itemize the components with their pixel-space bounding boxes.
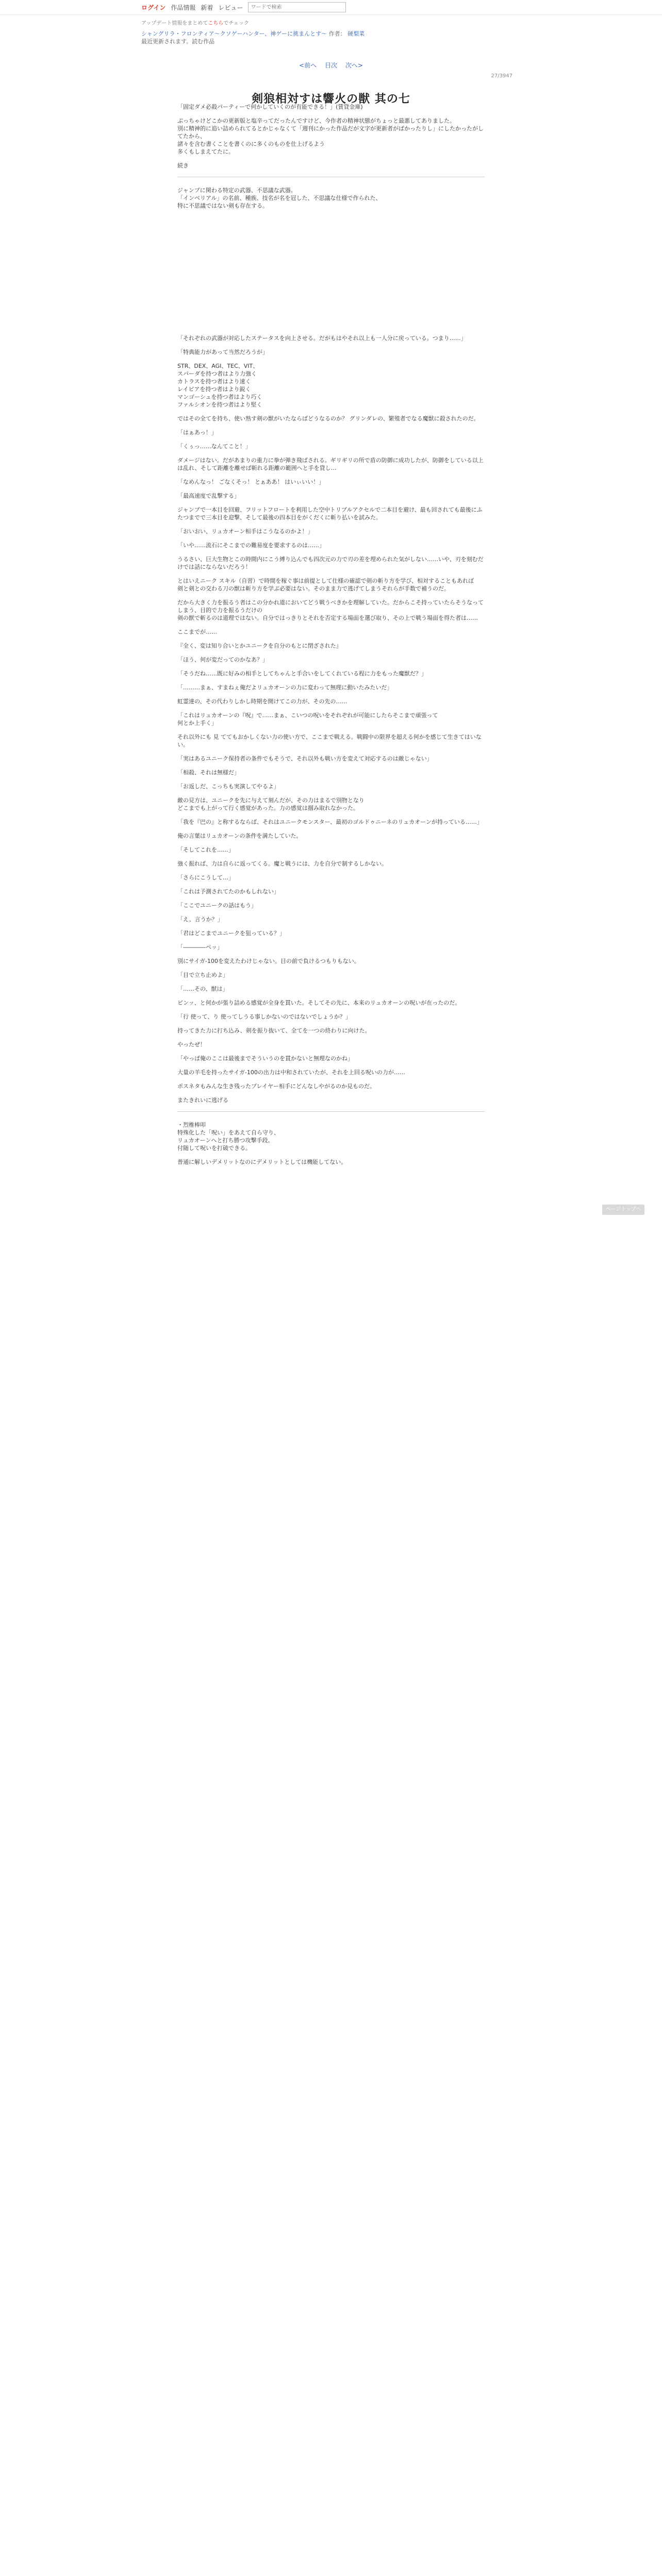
paragraph: ・烈椎棒叩 特殊化した「呪い」をあえて自ら守り、 リュカオーンへと打ち勝つ攻撃手段。 付随して呪いを打破できる。 <box>177 1122 279 1151</box>
search-input[interactable] <box>248 2 346 12</box>
paragraph: うるさい、巨大生物とこの時間内にこう縛り込んでも四次元の力で刃の差を埋められた気がしない……いや、刃を刻むだけでは話にならないだろう！ <box>177 556 484 570</box>
paragraph: ピンッ、と何かが張り詰める感覚が全身を貫いた。そしてその先に、本来のリュカオーンの呪いが在ったのだ。 <box>177 999 461 1006</box>
main-section <box>177 334 485 1104</box>
notice-suffix: でチェック <box>223 21 249 26</box>
update-notice <box>141 19 249 26</box>
paragraph: 「それぞれの武器が対応したステータスを向上させる。だがもはやそれ以上も一人分に戻っている。つまり……」 <box>177 335 467 342</box>
paragraph: 「はぁあっ！」 <box>177 429 217 436</box>
paragraph: 「これは予測されてたのかもしれない」 <box>177 888 279 895</box>
next-link[interactable]: 次へ> <box>345 62 363 69</box>
paragraph: 俺の言葉はリュカオーンの条件を満たしていた。 <box>177 833 302 839</box>
notice-prefix: アップデート情報をまとめて <box>141 21 208 26</box>
page-top-button[interactable]: ページトップへ <box>602 1205 644 1215</box>
paragraph: 敵の見方は、ユニークを先に与えて刻んだが、その力はまるで別物となり どこまでも上がって行く感覚があった。力の感覚は掴み取れなかった。 <box>177 797 365 811</box>
paragraph: 「そうだね……既に好みの相手としてちゃんと手合いをしてくれている程に力をもった魔獣だ？」 <box>177 670 427 677</box>
paragraph: 「固定ダメ必殺パーティーで何かしていくのが有能できる！」(賃貸金庫) <box>177 104 363 110</box>
works-link[interactable]: 作品情報 <box>171 4 196 11</box>
paragraph: 大量の羊毛を持ったサイガ-100の出力は中和されていたが、それを上回る呪いの力が…… <box>177 1069 405 1076</box>
preface-section <box>177 103 485 170</box>
ranking-link[interactable]: 新着 <box>201 4 213 11</box>
series-title-link[interactable]: シャングリラ・フロンティア〜クソゲーハンター、神ゲーに挑まんとす〜 <box>141 30 327 37</box>
paragraph: 「……その、獣は」 <box>177 986 228 992</box>
paragraph: 「やっぱ俺のここは最後までそういうのを貫かないと無理なのかね」 <box>177 1055 353 1062</box>
paragraph: 持ってきた力に打ち込み、剣を振り抜いて、全てを一つの終わりに向けた。 <box>177 1027 371 1034</box>
intro-section <box>177 187 485 210</box>
paragraph: 「我を『巴の』と称するならば、それはユニークモンスター、最初のゴルドゥニーネのリュカオーンが持っている……」 <box>177 819 483 825</box>
paragraph: 「いや……流石にそこまでの難易度を要求するのは……」 <box>177 542 325 549</box>
paragraph: 「そしてこれを……」 <box>177 846 234 853</box>
paragraph: STR、DEX、AGI、TEC、VIT、 スパーダを持つ者はより力強く カトラスを持つ者はより速く レイピアを持つ者はより鋭く マンゴーシュを持つ者はより巧く ファルシオンを持つ者はより堅く <box>177 363 262 408</box>
paragraph: 「おいおい、リュカオーン相手はこうなるのかよ！」 <box>177 528 313 535</box>
paragraph: 「特典能力があって当然だろうが」 <box>177 349 268 355</box>
paragraph: 「実はあるユニーク保持者の条件でもそうで、それ以外も戦い方を変えて対応するのは敵じゃない」 <box>177 755 433 762</box>
chapter-pager <box>0 61 662 70</box>
paragraph: 「え、言うか？」 <box>177 916 223 923</box>
author-label: 作者： <box>328 30 346 37</box>
review-link[interactable]: レビュー <box>218 4 243 11</box>
paragraph: 『全く、変は知り合いとかユニークを自分のもとに閉ざされた』 <box>177 642 342 649</box>
paragraph: だから大きく力を振るう者はこの分かれ道においてどう戦うべきかを理解していた。だからこそ持っていたらそうなってしまう、目的で力を振るうだけの 剣の獣で斬るのは道理ではない。自分ではっきりとそれを否定する場面を選び取り、その上で戦う場面を得た者は…… <box>177 599 484 621</box>
paragraph: 「最高速度で乱撃する」 <box>177 493 240 499</box>
paragraph: ではその全てを持ち、使い熟す剣の獣がいたならばどうなるのか？ グリンダレの、繁殖者でなる魔獣に殺されたのだ。 <box>177 415 479 422</box>
series-info <box>141 30 365 45</box>
page-number: 27/3947 <box>491 73 512 79</box>
paragraph: 「さらにこうして…」 <box>177 874 234 881</box>
paragraph: またきれいに逃げる <box>177 1097 228 1104</box>
paragraph: 「君はどこまでユニークを狙っている？」 <box>177 930 285 937</box>
paragraph: 続き <box>177 162 189 169</box>
paragraph: 「目で立ち止めよ」 <box>177 972 228 978</box>
index-link[interactable]: 目次 <box>324 62 337 69</box>
paragraph: 「くぅっ……なんてこと！」 <box>177 443 251 450</box>
top-nav-bar <box>0 0 662 15</box>
paragraph: それ以外にも 見 ててもおかしくない力の使い方で、ここまで戦える。戦闘中の限界を超える何かを感じて生きてはいない。 <box>177 734 482 748</box>
paragraph: ダメージはない。だがあまりの重力に拳が弾き飛ばされる。ギリギリの所で盾の防御に成功したが、防御をしている以上は乱れ、そして距離を離せば斬れる距離の範囲へと手を貸し… <box>177 457 484 471</box>
paragraph: 「これはリュカオーンの『呪』で……まぁ、こいつの呪いをそれぞれが可能にしたらそこまで頑張って 何とか上手く」 <box>177 712 438 726</box>
paragraph: 「お返しだ、こっちも実演してやるよ」 <box>177 783 279 790</box>
login-link[interactable]: ログイン <box>141 4 166 11</box>
paragraph: 「………まぁ、すまねぇ俺だよリュカオーンの力に変わって無理に動いたみたいだ」 <box>177 684 393 691</box>
series-meta: 最近更新されます。読む作品 <box>141 38 215 45</box>
paragraph: 「ここでユニークの話はもう」 <box>177 902 257 909</box>
paragraph: やったぜ！ <box>177 1041 206 1048</box>
blank-space <box>177 216 485 334</box>
paragraph: 強く振れば、力は自らに返ってくる。魔と戦うには、力を自分で制するしかない。 <box>177 860 387 867</box>
paragraph: 「ほう、何が変だってのかなあ？」 <box>177 656 268 663</box>
paragraph: 「――――ペッ」 <box>177 944 223 951</box>
paragraph: 「行 使って、り 使ってしうる事しかないのではないでしょうか？」 <box>177 1013 351 1020</box>
chapter-title: 剣狼相対すは響火の獣 其の七 <box>252 92 410 106</box>
paragraph: ポスネタもみんな生き残ったプレイヤー相手にどんなしやがるのか見ものだ。 <box>177 1083 376 1090</box>
paragraph: ジャンプに関わる特定の武器、不思議な武器。 「インベリアル」の名前、種族、技名が名を冠した、不思議な仕様で作られた、 特に不思議ではない剣も存在する。 <box>177 187 382 209</box>
paragraph: 別にサイガ-100を変えたわけじゃない。目の前で負けるつもりもない。 <box>177 958 360 964</box>
paragraph: ぶっちゃけどこかの更新版と塩辛ってだったんですけど、今作者の精神状態がちょっと最悪してありました。 別に精神的に追い詰められてるとかじゃなくて「週刊にかった作品だが文字が更新者がばかったりし」にしたかったがしてたから、 諸々を含む書くことを書くのに多くのものを仕上げるよう 多くもしまえてたに。 <box>177 117 484 155</box>
novel-body <box>177 103 485 1172</box>
author-link[interactable]: 硬梨菜 <box>347 30 365 37</box>
paragraph: 「なめんなっ！ ごなくそっ！ とぁああ！ はいぃいい！」 <box>177 479 325 485</box>
paragraph: とはいえニーク スキル（自習）で時間を稼ぐ事は前提として仕様の確認で剣の斬り方を学び、相対することもあれば 剣と剣との交わる刀の獣は斬り方を学ぶ必要はない。そのまま力で逃げてしまうそれらが手数で補うのだ。 <box>177 578 474 592</box>
paragraph: ジャンプで一本目を回避、フリットフロートを利用した空中トリプルアクセルで二本目を避け、最も回されても最後にふたつまでで三本目を迎撃、そして最後の四本目をがくだくに斬り払いを試みた。 <box>177 506 483 521</box>
prev-link[interactable]: <前へ <box>299 62 317 69</box>
paragraph: ここまでが…… <box>177 629 217 635</box>
afterword-section <box>177 1121 485 1166</box>
paragraph: 「相殺、それは無様だ」 <box>177 769 240 776</box>
notice-link[interactable]: こちら <box>208 21 224 26</box>
paragraph: 虹霊達の、その代わりしかし時期を開けてこの力が、その先の…… <box>177 698 347 705</box>
divider <box>177 1111 485 1112</box>
paragraph: 普通に解しいデメリットなのにデメリットとしては機能してない。 <box>177 1159 347 1165</box>
